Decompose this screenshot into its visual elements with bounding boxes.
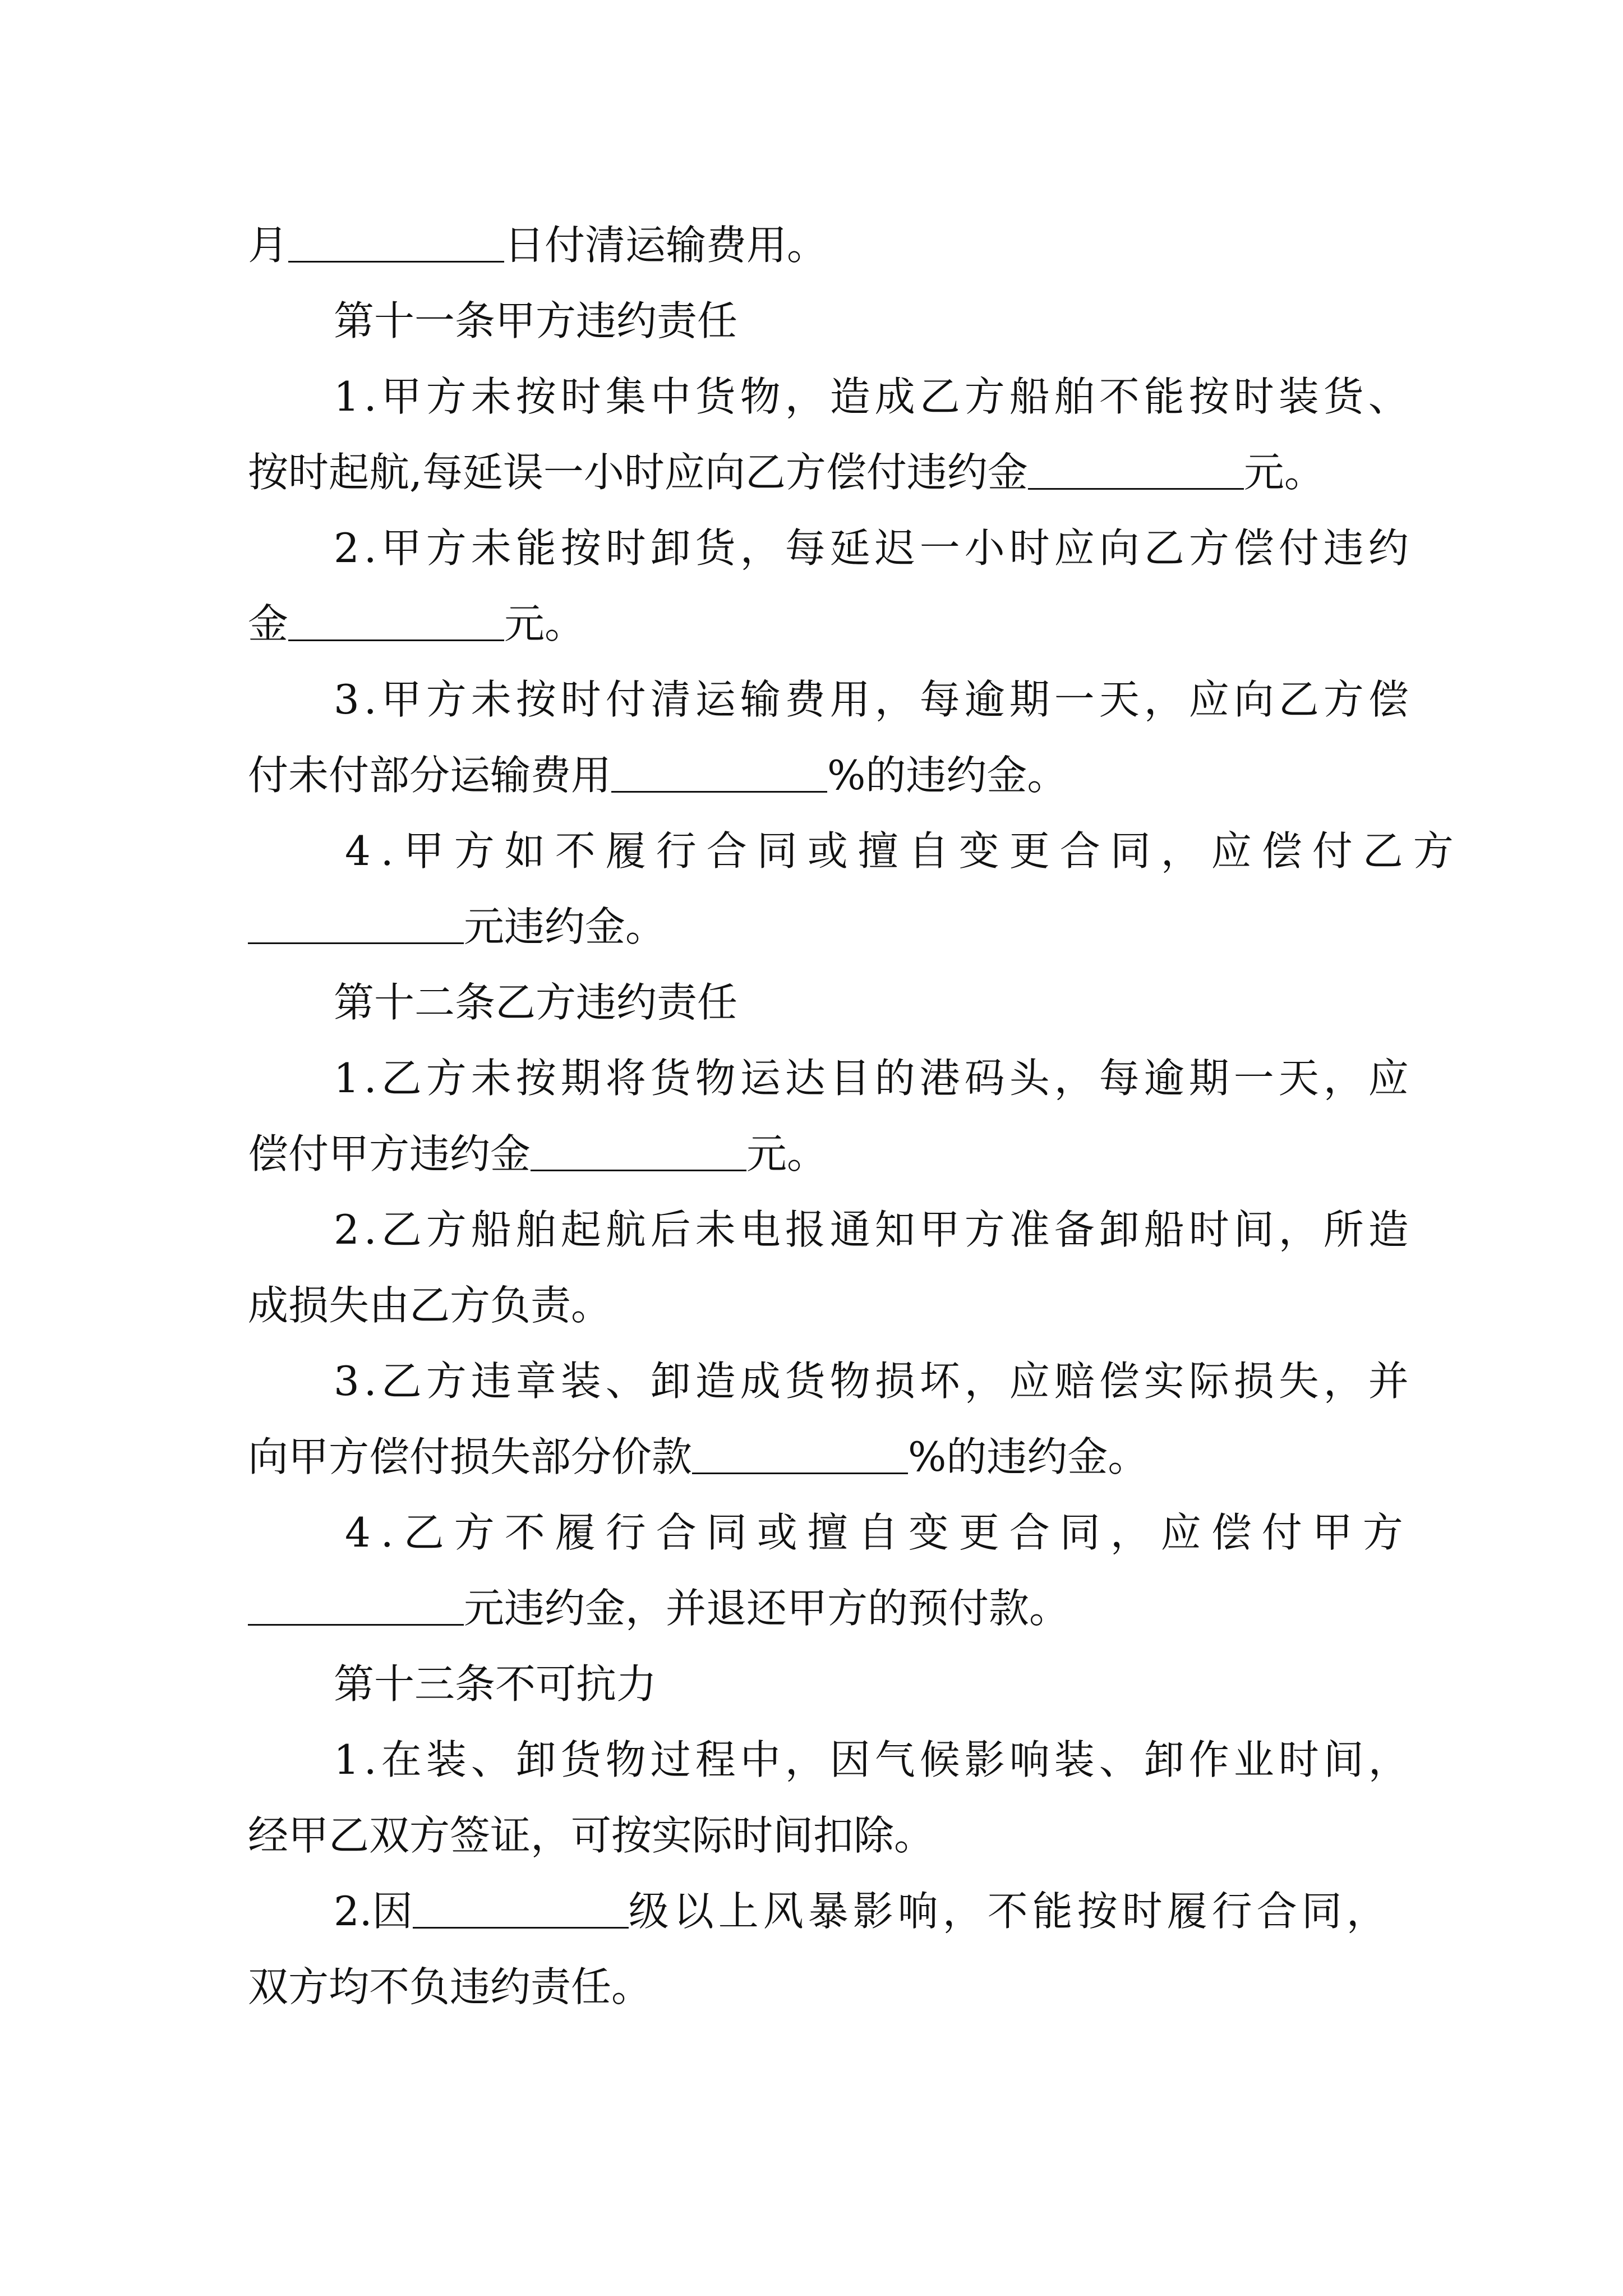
line-text-before-blank: 金 [248,600,289,647]
clause-line: 2.乙方船舶起航后未电报通知甲方准备卸船时间，所造 [334,1206,1413,1253]
line-text-before-blank: 月 [248,222,289,269]
fill-in-blank[interactable] [288,260,504,263]
clause-line: 2.甲方未能按时卸货，每延迟一小时应向乙方偿付违约 [334,524,1413,572]
text-line: 成损失由乙方负责。 [248,1282,612,1329]
article-heading: 第十二条乙方违约责任 [334,979,738,1026]
text-line [0,1115,1623,1193]
article-heading: 第十三条不可抗力 [334,1660,657,1708]
text-line [0,1569,1623,1648]
fill-in-blank[interactable] [611,790,827,793]
clause-line: 1.乙方未按期将货物运达目的港码头，每逾期一天，应 [334,1055,1413,1102]
fill-in-blank[interactable] [1028,487,1244,490]
clause-line: 4.乙方不履行合同或擅自变更合同，应偿付甲方 [345,1509,1413,1556]
line-text-before-blank: 按时起航,每延误一小时应向乙方偿付违约金 [248,449,1028,496]
fill-in-blank[interactable] [531,1169,746,1171]
fill-in-blank[interactable] [248,942,464,944]
line-text-before-blank: 付未付部分运输费用 [248,752,612,799]
line-text-after-blank: 元违约金。 [464,903,666,950]
line-text-after-blank: %的违约金。 [908,1433,1149,1480]
fill-in-blank[interactable] [413,1926,629,1929]
text-line [0,585,1623,663]
clause-line: 1.在装、卸货物过程中，因气候影响装、卸作业时间， [334,1736,1413,1783]
clause-line: 1.甲方未按时集中货物，造成乙方船舶不能按时装货、 [334,373,1413,420]
line-text-after-blank: 级以上风暴影响，不能按时履行合同， [628,1888,1391,1935]
text-line: 双方均不负违约责任。 [248,1963,652,2010]
line-text-after-blank: 元违约金，并退还甲方的预付款。 [464,1585,1070,1632]
line-text-after-blank: 元。 [746,1130,828,1177]
text-line [0,736,1623,815]
line-text-before-blank: 2.因 [334,1888,413,1935]
clause-line: 3.甲方未按时付清运输费用，每逾期一天，应向乙方偿 [334,676,1413,723]
line-text-before-blank: 向甲方偿付损失部分价款 [248,1433,693,1480]
line-text-after-blank: 日付清运输费用。 [504,222,828,269]
fill-in-blank[interactable] [248,1623,464,1626]
article-heading: 第十一条甲方违约责任 [334,297,738,344]
fill-in-blank[interactable] [288,639,504,641]
text-line [0,433,1623,512]
line-text-after-blank: %的违约金。 [827,752,1068,799]
clause-line: 4.甲方如不履行合同或擅自变更合同，应偿付乙方 [345,827,1464,875]
fill-in-blank[interactable] [692,1472,908,1474]
text-line [0,1872,1623,1950]
text-line [0,1418,1623,1496]
text-line [0,206,1623,284]
line-text-after-blank: 元。 [1243,449,1325,496]
line-text-before-blank: 偿付甲方违约金 [248,1130,531,1177]
line-text-after-blank: 元。 [504,600,585,647]
text-line [0,887,1623,966]
text-line: 经甲乙双方签证，可按实际时间扣除。 [248,1812,935,1859]
clause-line: 3.乙方违章装、卸造成货物损坏，应赔偿实际损失，并 [334,1358,1413,1405]
